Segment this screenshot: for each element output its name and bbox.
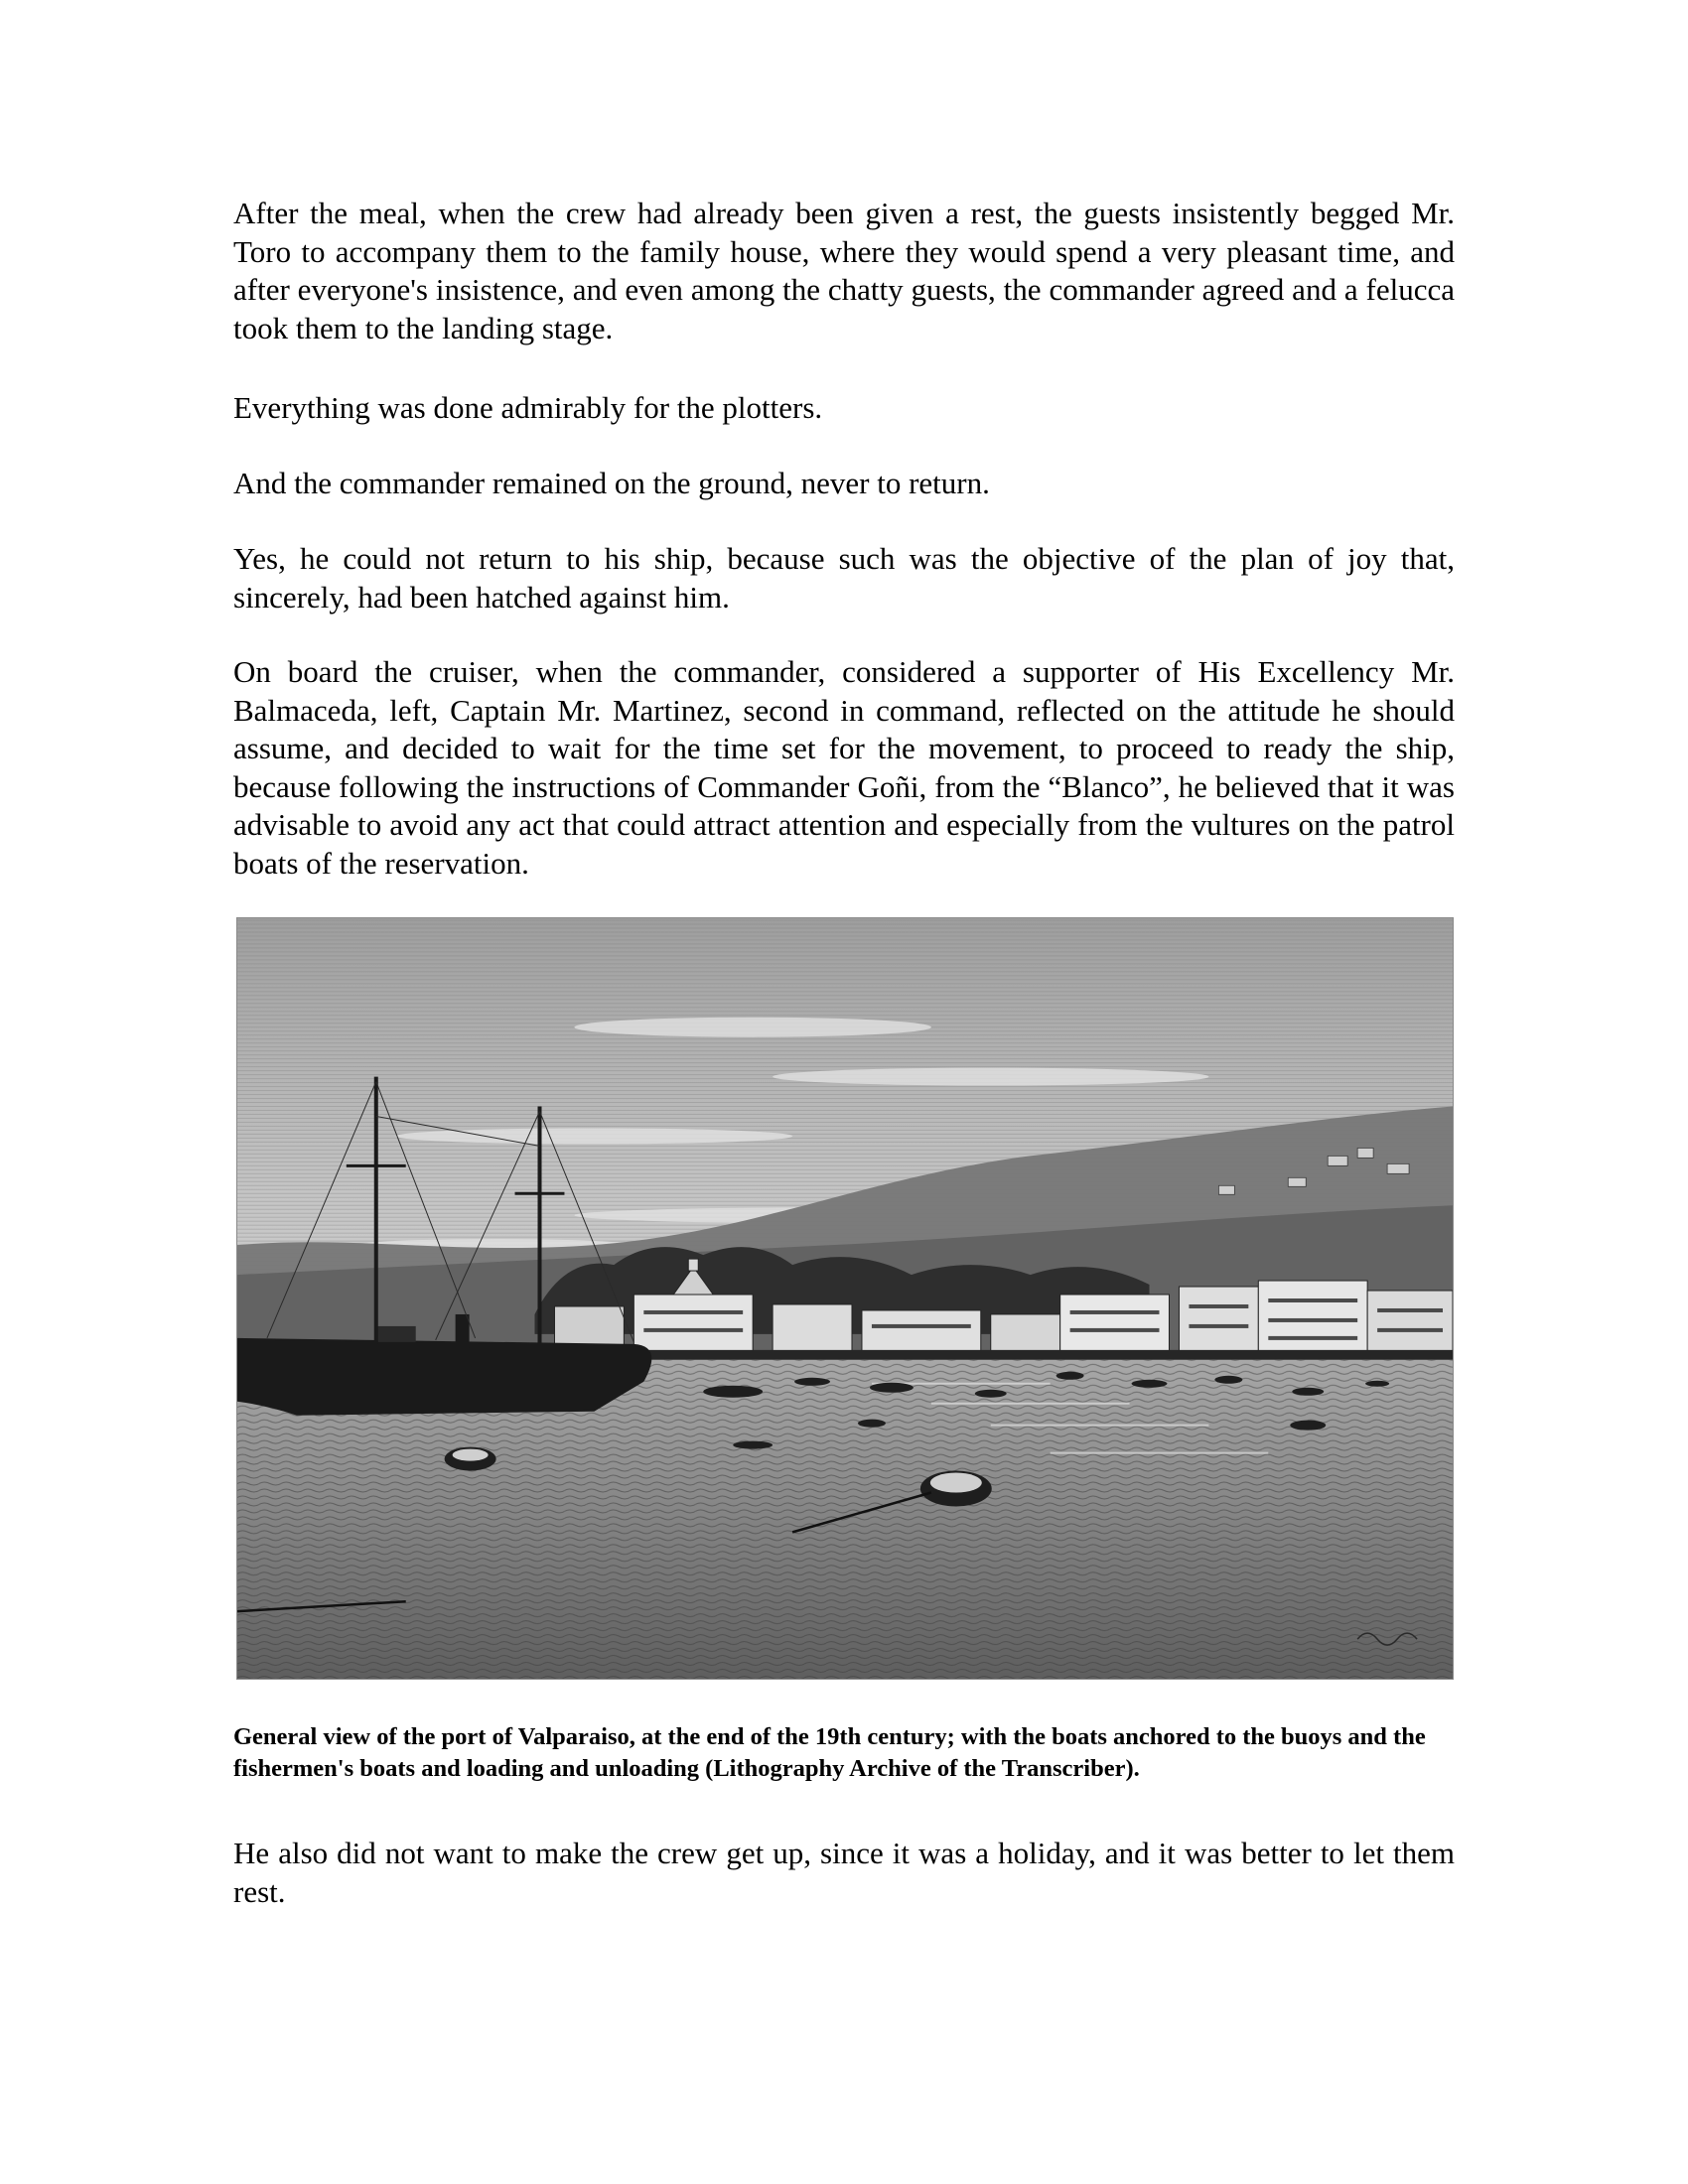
paragraph-plotters: Everything was done admirably for the plotters. <box>233 390 823 425</box>
lithograph-illustration <box>237 918 1453 1679</box>
paragraph-meal: After the meal, when the crew had already been given a rest, the guests insistently begged Mr. Toro to accompany them to the family house, where they would spend a very pleasant time, and after everyone's insistence, and even among the chatty guests, the commander agreed and a felucca took them to the landing stage. <box>233 196 1455 345</box>
valparaiso-port-lithograph <box>236 917 1454 1680</box>
paragraph-remained: And the commander remained on the ground, never to return. <box>233 466 990 500</box>
figure-caption: General view of the port of Valparaiso, at the end of the 19th century; with the boats anchored to the buoys and the fishermen's boats and loading and unloading (Lithography Archive of the Transcriber). <box>233 1723 1426 1782</box>
paragraph-could-not-return: Yes, he could not return to his ship, because such was the objective of the plan of joy that, sincerely, had been hatched against him. <box>233 541 1455 614</box>
paragraph-on-board: On board the cruiser, when the commander, considered a supporter of His Excellency Mr. Balmaceda, left, Captain Mr. Martinez, second in command, reflected on the attitude he should assume, and decided to wait for the time set for the movement, to proceed to ready the ship, because following the instructions of Commander Goñi, from the “Blanco”, he believed that it was advisable to avoid any act that could attract attention and especially from the vultures on the patrol boats of the reservation. <box>233 654 1455 881</box>
paragraph-crew-rest: He also did not want to make the crew get up, since it was a holiday, and it was better to let them rest. <box>233 1836 1455 1909</box>
